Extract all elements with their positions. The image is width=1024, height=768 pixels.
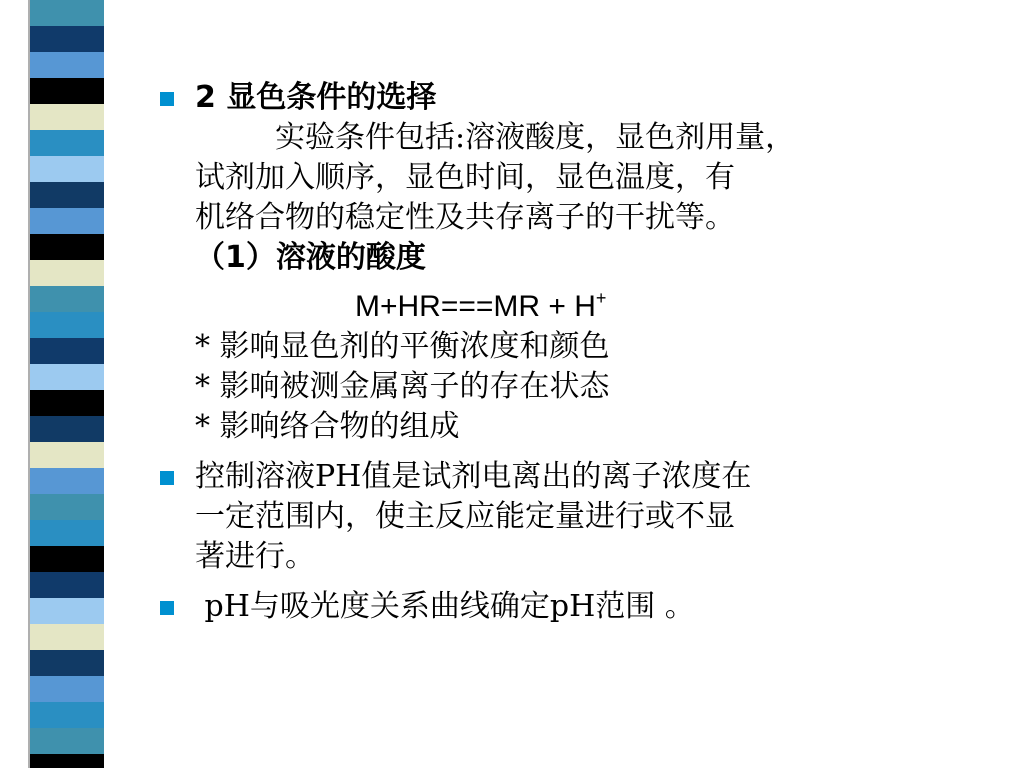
ph-control-line: 一定范围内，使主反应能定量进行或不显 [195, 499, 735, 534]
formula-superscript: + [595, 288, 607, 308]
stripe-cell [30, 442, 104, 468]
effect-line: * 影响络合物的组成 [195, 409, 460, 444]
bullet-square-icon [160, 601, 174, 615]
stripe-cell [30, 754, 104, 768]
subheading-acidity: （1）溶液的酸度 [195, 240, 426, 275]
stripe-cell [30, 26, 104, 52]
bullet-item-color-conditions [160, 78, 980, 447]
stripe-cell [30, 156, 104, 182]
stripe-cell [30, 234, 104, 260]
stripe-cell [30, 260, 104, 286]
stripe-cell [30, 312, 104, 338]
bullet-square-icon [160, 471, 174, 485]
stripe-cell [30, 286, 104, 312]
intro-line: 机络合物的稳定性及共存离子的干扰等。 [195, 200, 735, 235]
reaction-formula [195, 278, 980, 327]
stripe-cell [30, 546, 104, 572]
stripe-cell [30, 650, 104, 676]
stripe-cell [30, 676, 104, 702]
stripe-cell [30, 598, 104, 624]
effect-line: * 影响显色剂的平衡浓度和颜色 [195, 329, 610, 364]
stripe-cell [30, 182, 104, 208]
effect-line: * 影响被测金属离子的存在状态 [195, 369, 610, 404]
intro-line: 试剂加入顺序，显色时间，显色温度，有 [195, 160, 735, 195]
formula-text: M+HR===MR + H [355, 290, 596, 323]
stripe-cell [30, 208, 104, 234]
bullet-square-icon [160, 92, 174, 106]
stripe-cell [30, 78, 104, 104]
section-heading: 2 显色条件的选择 [195, 80, 437, 115]
stripe-cell [30, 728, 104, 754]
stripe-cell [30, 364, 104, 390]
ph-control-line: 控制溶液PH值是试剂电离出的离子浓度在 [195, 459, 752, 494]
ph-control-line: 著进行。 [195, 539, 315, 574]
decorative-stripe [0, 0, 130, 768]
stripe-cell [30, 624, 104, 650]
stripe-cell [30, 572, 104, 598]
stripe-cell [30, 520, 104, 546]
stripe-cell [30, 468, 104, 494]
bullet-item-ph-curve [160, 587, 980, 627]
stripe-cell [30, 130, 104, 156]
ph-curve-line: pH与吸光度关系曲线确定pH范围 。 [195, 589, 695, 624]
stripe-cell [30, 494, 104, 520]
intro-line: 实验条件包括:溶液酸度，显色剂用量， [275, 120, 796, 155]
stripe-cell [30, 52, 104, 78]
stripe-cell [30, 702, 104, 728]
stripe-cell [30, 0, 104, 26]
stripe-cell [30, 104, 104, 130]
stripe-cell [30, 390, 104, 416]
stripe-cell [30, 338, 104, 364]
bullet-item-ph-control [160, 457, 980, 577]
slide-content [160, 78, 980, 627]
stripe-cell [30, 416, 104, 442]
